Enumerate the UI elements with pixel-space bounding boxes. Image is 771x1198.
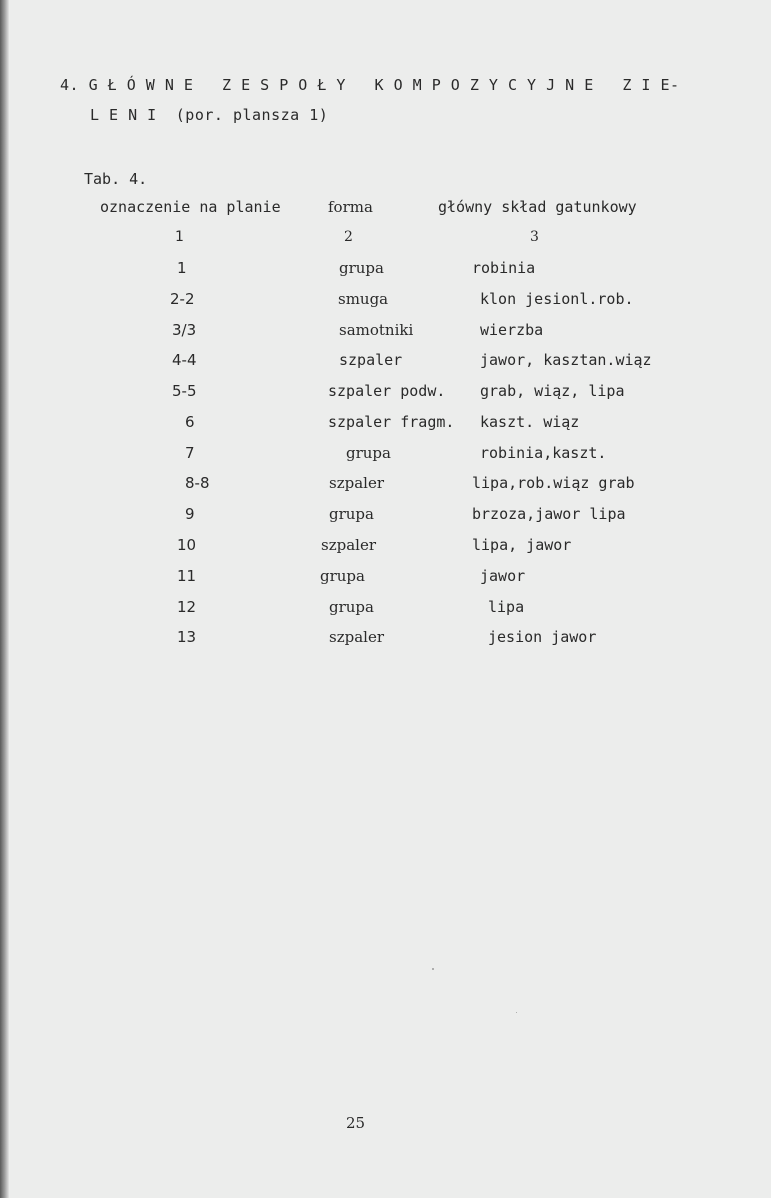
row-species: jawor — [480, 567, 526, 585]
row-designation: 5-5 — [172, 382, 197, 400]
row-form: grupa — [346, 444, 391, 462]
row-form: szpaler — [329, 628, 384, 646]
row-designation: 12 — [177, 598, 197, 616]
section-heading-line-2: L E N I (por. plansza 1) — [90, 106, 329, 124]
row-designation: 11 — [177, 567, 197, 585]
row-designation: 6 — [185, 413, 195, 431]
table-row — [0, 474, 771, 498]
page-number: 25 — [346, 1114, 366, 1132]
scan-speck — [516, 1012, 517, 1013]
table-row — [0, 567, 771, 591]
row-designation: 2-2 — [170, 290, 195, 308]
row-form: grupa — [320, 567, 365, 585]
row-designation: 10 — [177, 536, 197, 554]
row-form: szpaler fragm. — [328, 413, 455, 431]
column-header-form: forma — [328, 198, 373, 216]
table-row — [0, 505, 771, 529]
column-number-3: 3 — [530, 229, 539, 245]
table-row — [0, 259, 771, 283]
row-species: lipa — [488, 598, 525, 616]
table-row — [0, 351, 771, 375]
row-form: szpaler — [339, 351, 403, 369]
row-species: kaszt. wiąz — [480, 413, 580, 431]
column-number-1: 1 — [175, 229, 184, 245]
table-caption: Tab. 4. — [84, 170, 148, 188]
table-row — [0, 413, 771, 437]
section-heading-line-1: 4. G Ł Ó W N E Z E S P O Ł Y K O M P O Z Y C Y J N E Z I E- — [60, 76, 680, 94]
row-designation: 9 — [185, 505, 195, 523]
row-designation: 1 — [177, 259, 187, 277]
row-species: robinia — [472, 259, 536, 277]
table-row — [0, 290, 771, 314]
row-species: jesion jawor — [488, 628, 597, 646]
table-row — [0, 598, 771, 622]
table-row — [0, 444, 771, 468]
row-species: brzoza,jawor lipa — [472, 505, 626, 523]
row-designation: 4-4 — [172, 351, 197, 369]
row-species: robinia,kaszt. — [480, 444, 607, 462]
scan-speck — [432, 968, 434, 970]
table-row — [0, 321, 771, 345]
row-designation: 7 — [185, 444, 195, 462]
row-species: klon jesionl.rob. — [480, 290, 634, 308]
row-form: grupa — [339, 259, 384, 277]
column-header-designation: oznaczenie na planie — [100, 198, 281, 216]
row-species: lipa, jawor — [472, 536, 572, 554]
row-form: szpaler — [329, 474, 384, 492]
column-header-species: główny skład gatunkowy — [438, 198, 637, 216]
row-form: smuga — [338, 290, 389, 308]
row-designation: 3/3 — [172, 321, 197, 339]
table-row — [0, 382, 771, 406]
row-form: samotniki — [339, 321, 414, 339]
row-form: grupa — [329, 598, 374, 616]
row-species: jawor, kasztan.wiąz — [480, 351, 652, 369]
row-form: szpaler — [321, 536, 376, 554]
column-number-2: 2 — [344, 229, 353, 245]
row-designation: 8-8 — [185, 474, 210, 492]
table-row — [0, 628, 771, 652]
row-form: szpaler podw. — [328, 382, 446, 400]
row-form: grupa — [329, 505, 374, 523]
row-species: lipa,rob.wiąz grab — [472, 474, 635, 492]
row-designation: 13 — [177, 628, 197, 646]
row-species: grab, wiąz, lipa — [480, 382, 625, 400]
table-row — [0, 536, 771, 560]
row-species: wierzba — [480, 321, 544, 339]
